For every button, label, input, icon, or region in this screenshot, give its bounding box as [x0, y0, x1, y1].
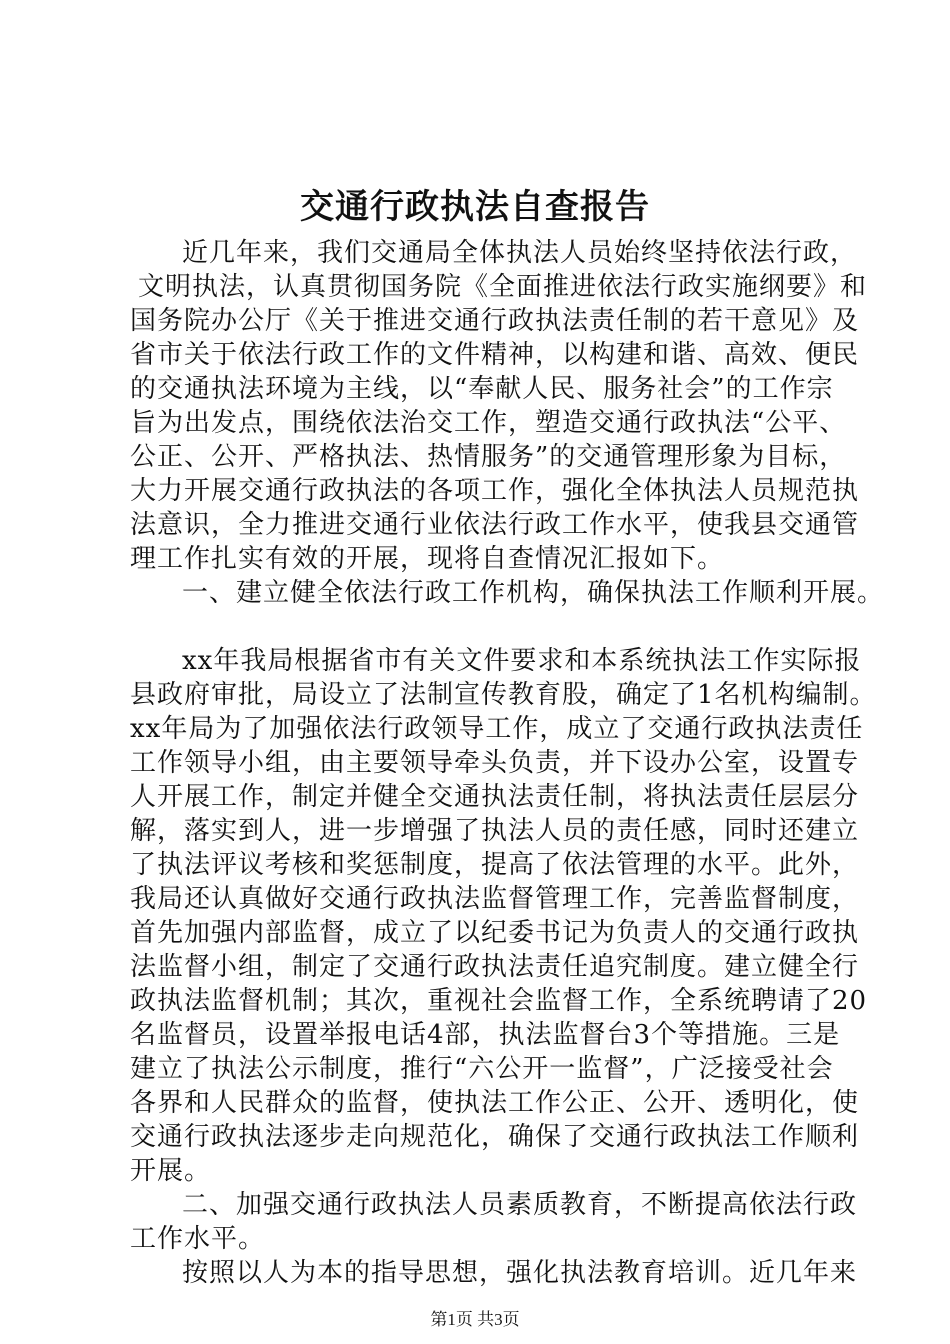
- text-line: 省市关于依法行政工作的文件精神，以构建和谐、高效、便民: [130, 340, 860, 370]
- text-line: 各界和人民群众的监督，使执法工作公正、公开、透明化，使: [130, 1088, 860, 1118]
- text-line: 公正、公开、严格执法、热情服务”的交通管理形象为目标，: [130, 442, 847, 472]
- text-line: 交通行政执法逐步走向规范化，确保了交通行政执法工作顺利: [130, 1122, 860, 1152]
- text-line: 我局还认真做好交通行政执法监督管理工作，完善监督制度，: [130, 884, 860, 914]
- text-line: 旨为出发点，围绕依法治交工作，塑造交通行政执法“公平、: [130, 408, 847, 438]
- section-heading-continued: 工作水平。: [130, 1224, 266, 1254]
- text-line: 解，落实到人，进一步增强了执法人员的责任感，同时还建立: [130, 816, 860, 846]
- text-line: 政执法监督机制；其次，重视社会监督工作，全系统聘请了20: [130, 986, 868, 1016]
- section-heading: 一、建立健全依法行政工作机构，确保执法工作顺利开展。: [182, 578, 885, 608]
- text-line: 的交通执法环境为主线，以“奉献人民、服务社会”的工作宗: [130, 374, 834, 404]
- text-line: 法监督小组，制定了交通行政执法责任追究制度。建立健全行: [130, 952, 860, 982]
- text-line: 理工作扎实有效的开展，现将自查情况汇报如下。: [130, 544, 725, 574]
- text-line: 近几年来，我们交通局全体执法人员始终坚持依法行政，: [182, 238, 858, 268]
- text-line: 人开展工作，制定并健全交通执法责任制，将执法责任层层分: [130, 782, 860, 812]
- text-line: xx年我局根据省市有关文件要求和本系统执法工作实际报: [182, 646, 862, 676]
- section-heading: 二、加强交通行政执法人员素质教育，不断提高依法行政: [182, 1190, 858, 1220]
- text-line: 国务院办公厅《关于推进交通行政执法责任制的若干意见》及: [130, 306, 860, 336]
- text-line: 按照以人为本的指导思想，强化执法教育培训。近几年来: [182, 1258, 858, 1288]
- text-line: 工作领导小组，由主要领导牵头负责，并下设办公室，设置专: [130, 748, 860, 778]
- text-line: 开展。: [130, 1156, 212, 1186]
- text-line: 名监督员，设置举报电话4部，执法监督台3个等措施。三是: [130, 1020, 841, 1050]
- document-title: 交通行政执法自查报告: [300, 187, 650, 227]
- text-line: 文明执法，认真贯彻国务院《全面推进依法行政实施纲要》和: [138, 272, 868, 302]
- text-line: 法意识，全力推进交通行业依法行政工作水平，使我县交通管: [130, 510, 860, 540]
- text-line: 大力开展交通行政执法的各项工作，强化全体执法人员规范执: [130, 476, 860, 506]
- page-footer: 第1页 共3页: [430, 1310, 520, 1329]
- text-line: 县政府审批，局设立了法制宣传教育股，确定了1名机构编制。: [130, 680, 877, 710]
- text-line: 建立了执法公示制度，推行“六公开一监督”，广泛接受社会: [130, 1054, 834, 1084]
- text-line: xx年局为了加强依法行政领导工作，成立了交通行政执法责任: [130, 714, 864, 744]
- text-line: 了执法评议考核和奖惩制度，提高了依法管理的水平。此外，: [130, 850, 860, 880]
- text-line: 首先加强内部监督，成立了以纪委书记为负责人的交通行政执: [130, 918, 860, 948]
